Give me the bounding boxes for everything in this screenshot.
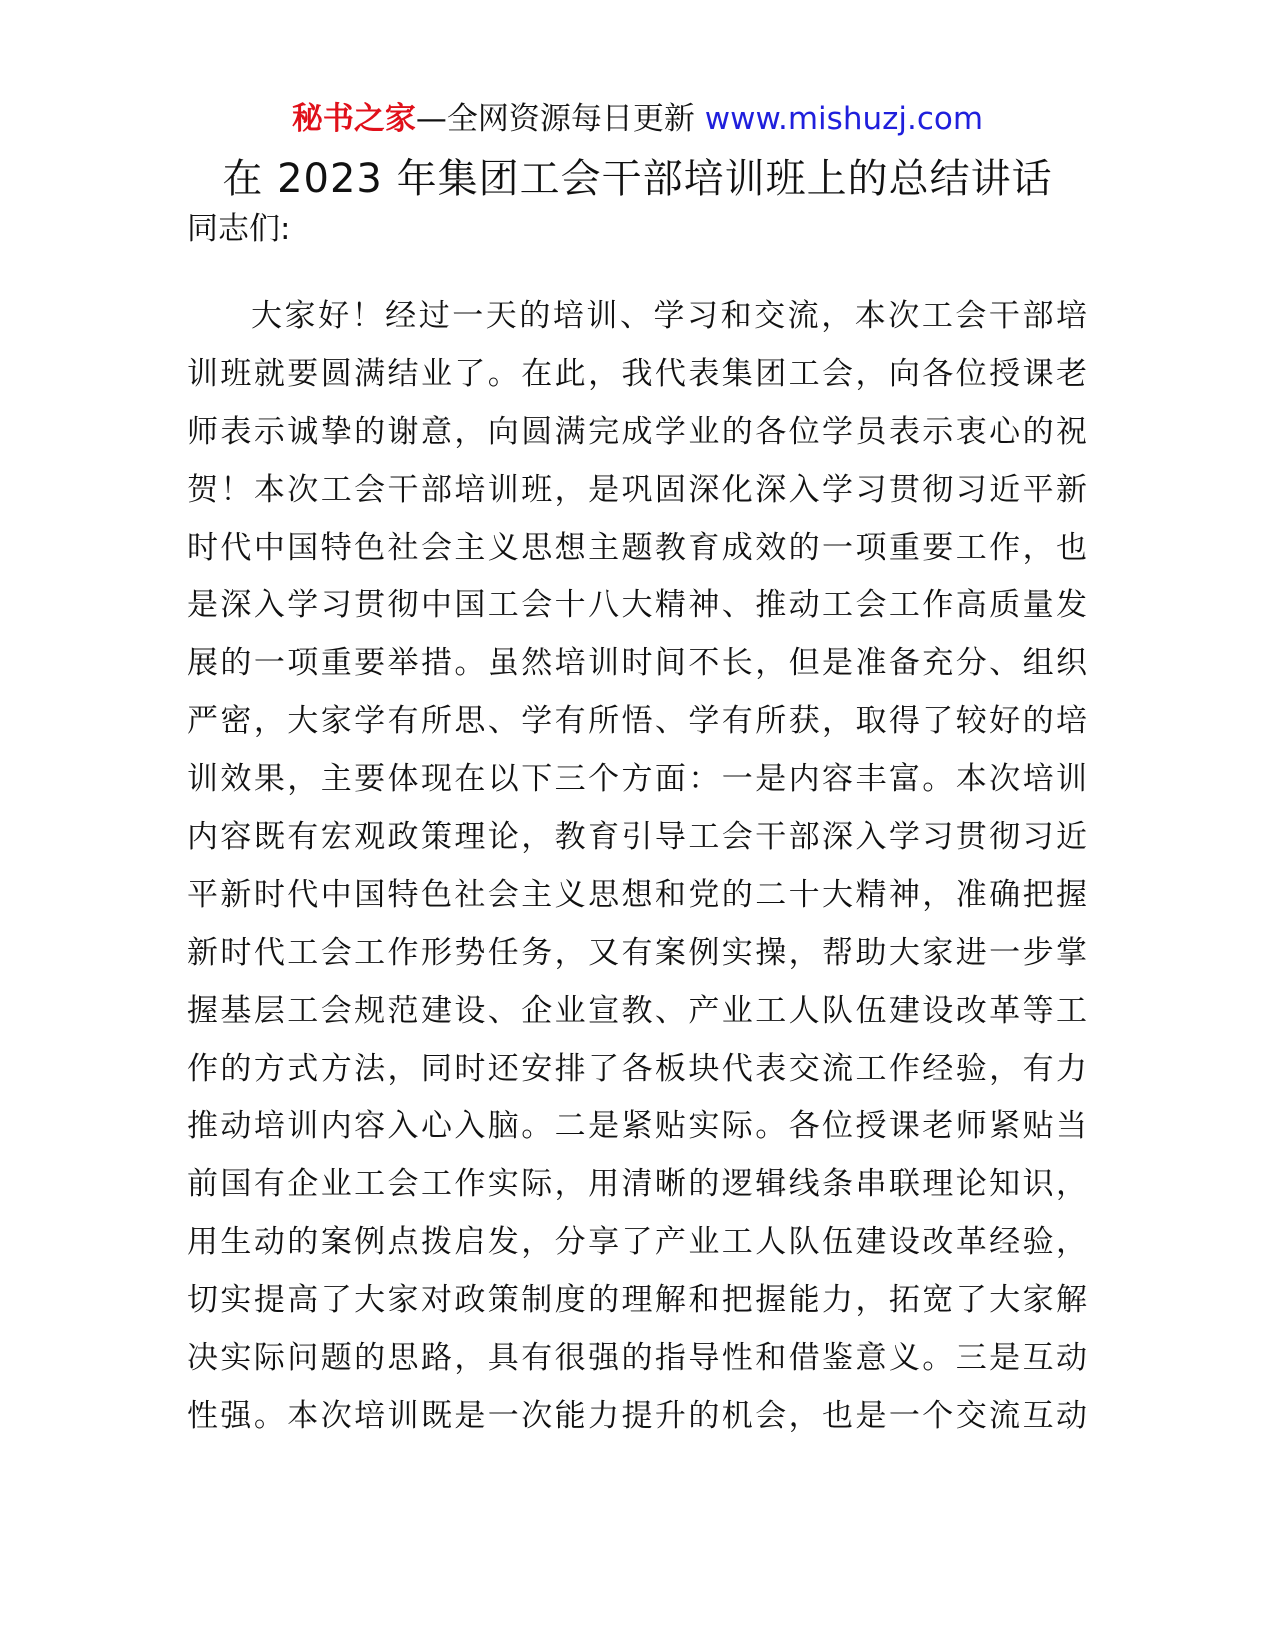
body-line: 用生动的案例点拨启发，分享了产业工人队伍建设改革经验， (187, 1224, 1087, 1261)
body-line: 性强。本次培训既是一次能力提升的机会，也是一个交流互动 (187, 1397, 1087, 1434)
body-line: 贺！本次工会干部培训班，是巩固深化深入学习贯彻习近平新 (187, 471, 1087, 508)
body-line: 切实提高了大家对政策制度的理解和把握能力，拓宽了大家解 (187, 1282, 1087, 1319)
body-line: 是深入学习贯彻中国工会十八大精神、推动工会工作高质量发 (187, 587, 1087, 624)
body-line: 前国有企业工会工作实际，用清晰的逻辑线条串联理论知识， (187, 1166, 1087, 1203)
body-line: 训班就要圆满结业了。在此，我代表集团工会，向各位授课老 (187, 355, 1087, 392)
body-line: 推动培训内容入心入脑。二是紧贴实际。各位授课老师紧贴当 (187, 1108, 1087, 1145)
document-title: 在 2023 年集团工会干部培训班上的总结讲话 (222, 156, 1053, 202)
body-line: 平新时代中国特色社会主义思想和党的二十大精神，准确把握 (187, 876, 1087, 913)
body-line: 大家好！经过一天的培训、学习和交流，本次工会干部培 (251, 298, 1087, 334)
body-line: 师表示诚挚的谢意，向圆满完成学业的各位学员表示衷心的祝 (187, 413, 1087, 450)
body-line: 新时代工会工作形势任务，又有案例实操，帮助大家进一步掌 (187, 934, 1087, 971)
body-line: 内容既有宏观政策理论，教育引导工会干部深入学习贯彻习近 (187, 819, 1087, 856)
body-line: 展的一项重要举措。虽然培训时间不长，但是准备充分、组织 (187, 645, 1087, 682)
body-line: 严密，大家学有所思、学有所悟、学有所获，取得了较好的培 (187, 703, 1087, 740)
body-line: 时代中国特色社会主义思想主题教育成效的一项重要工作，也 (187, 529, 1087, 566)
site-header (0, 98, 1275, 140)
site-url-link[interactable]: www.mishuzj.com (704, 101, 984, 137)
speech-body (187, 298, 1087, 1456)
site-brand: 秘书之家 (291, 101, 416, 137)
body-line: 作的方式方法，同时还安排了各板块代表交流工作经验，有力 (187, 1050, 1087, 1087)
body-line: 决实际问题的思路，具有很强的指导性和借鉴意义。三是互动 (187, 1340, 1087, 1377)
body-line: 握基层工会规范建设、企业宣教、产业工人队伍建设改革等工 (187, 992, 1087, 1029)
body-line: 训效果，主要体现在以下三个方面：一是内容丰富。本次培训 (187, 761, 1087, 798)
salutation: 同志们: (187, 211, 291, 247)
site-tagline: —全网资源每日更新 (415, 101, 695, 137)
